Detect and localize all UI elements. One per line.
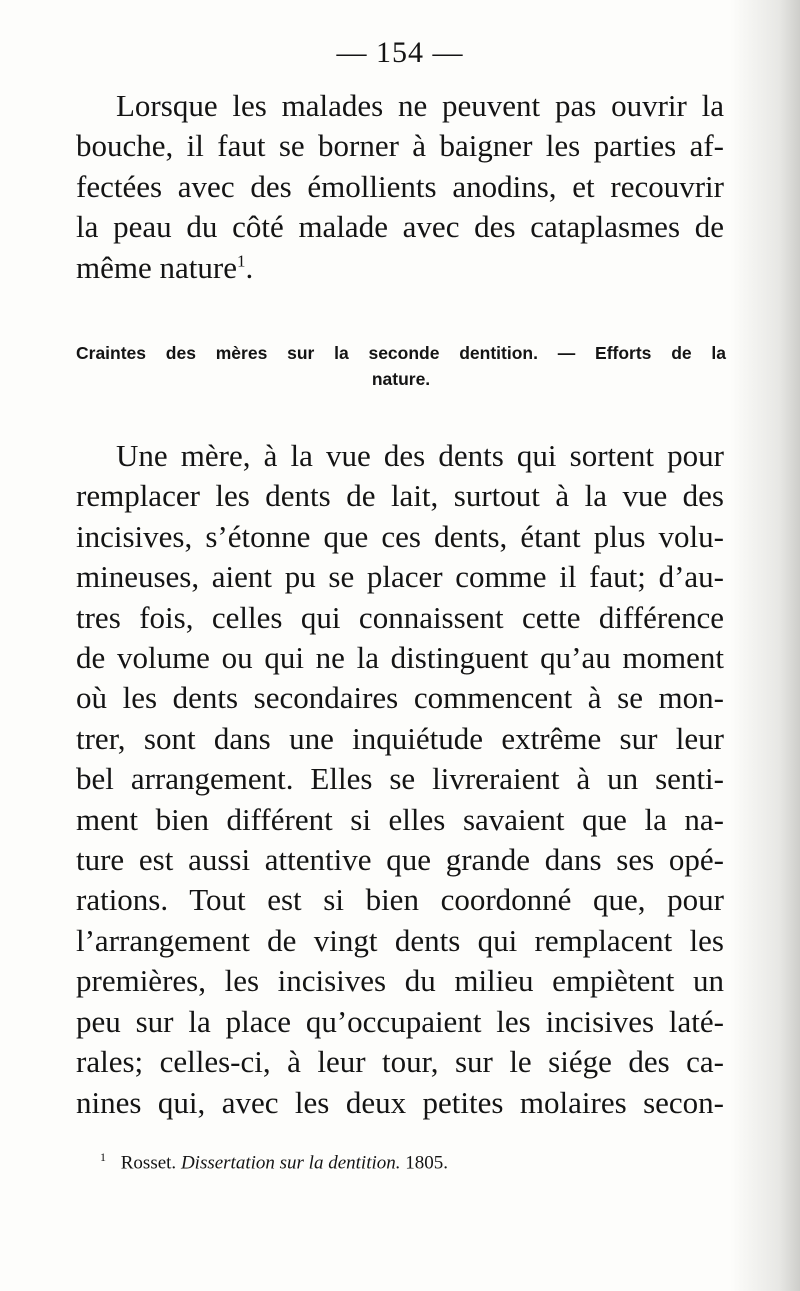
text-line: incisives, s’étonne que ces dents, étant plus volu- [76, 518, 724, 554]
text-line: trer, sont dans une inquiétude extrême sur leur [76, 720, 724, 756]
text-line: Lorsque les malades ne peuvent pas ouvrir la [116, 88, 724, 123]
text-line: tres fois, celles qui connaissent cette différence [76, 599, 724, 635]
text-line: mineuses, aient pu se placer comme il faut; d’au- [76, 559, 724, 595]
text-line: remplacer les dents de lait, surtout à la vue des [76, 478, 724, 514]
paragraph-2 [76, 436, 724, 1123]
page-edge-shadow [730, 0, 800, 1291]
section-heading [76, 340, 726, 392]
text-line: même nature [76, 249, 237, 285]
text-line: rations. Tout est si bien coordonné que, pour [76, 882, 724, 918]
text-line: premières, les incisives du milieu empiètent un [76, 963, 724, 999]
text-line: ture est aussi attentive que grande dans ses opé- [76, 842, 724, 878]
text-line: nines qui, avec les deux petites molaires secon- [76, 1084, 724, 1120]
line-end-punctuation: . [245, 249, 254, 285]
section-heading-line-1: Craintes des mères sur la seconde dentition. — Efforts de la [76, 343, 726, 363]
text-line: fectées avec des émollients anodins, et recouvrir [76, 168, 724, 204]
footnote [100, 1150, 448, 1174]
text-line: la peau du côté malade avec des cataplasmes de [76, 209, 724, 245]
footnote-year: 1805. [405, 1152, 449, 1174]
footnote-marker: 1 [236, 251, 246, 271]
footnote-work-title: Dissertation sur la dentition. [180, 1152, 401, 1174]
section-heading-line-2: nature. [371, 369, 431, 389]
page-number: — 154 — [336, 36, 464, 69]
text-line: de volume ou qui ne la distinguent qu’au moment [76, 640, 724, 676]
footnote-number: 1 [100, 1150, 106, 1164]
text-line: où les dents secondaires commencent à se mon- [76, 680, 724, 716]
text-line: bel arrangement. Elles se livreraient à un senti- [76, 761, 724, 797]
text-line: rales; celles-ci, à leur tour, sur le siége des ca- [76, 1044, 724, 1080]
text-line: Une mère, à la vue des dents qui sortent pour [116, 438, 724, 473]
paragraph-1 [76, 86, 724, 288]
text-line: l’arrangement de vingt dents qui remplacent les [76, 922, 724, 958]
text-line: peu sur la place qu’occupaient les incisives laté- [76, 1003, 724, 1039]
text-line: ment bien différent si elles savaient que la na- [76, 801, 724, 837]
footnote-author: Rosset. [120, 1152, 177, 1174]
text-line: bouche, il faut se borner à baigner les parties af- [76, 128, 724, 164]
text-line-with-footnote [76, 248, 724, 288]
